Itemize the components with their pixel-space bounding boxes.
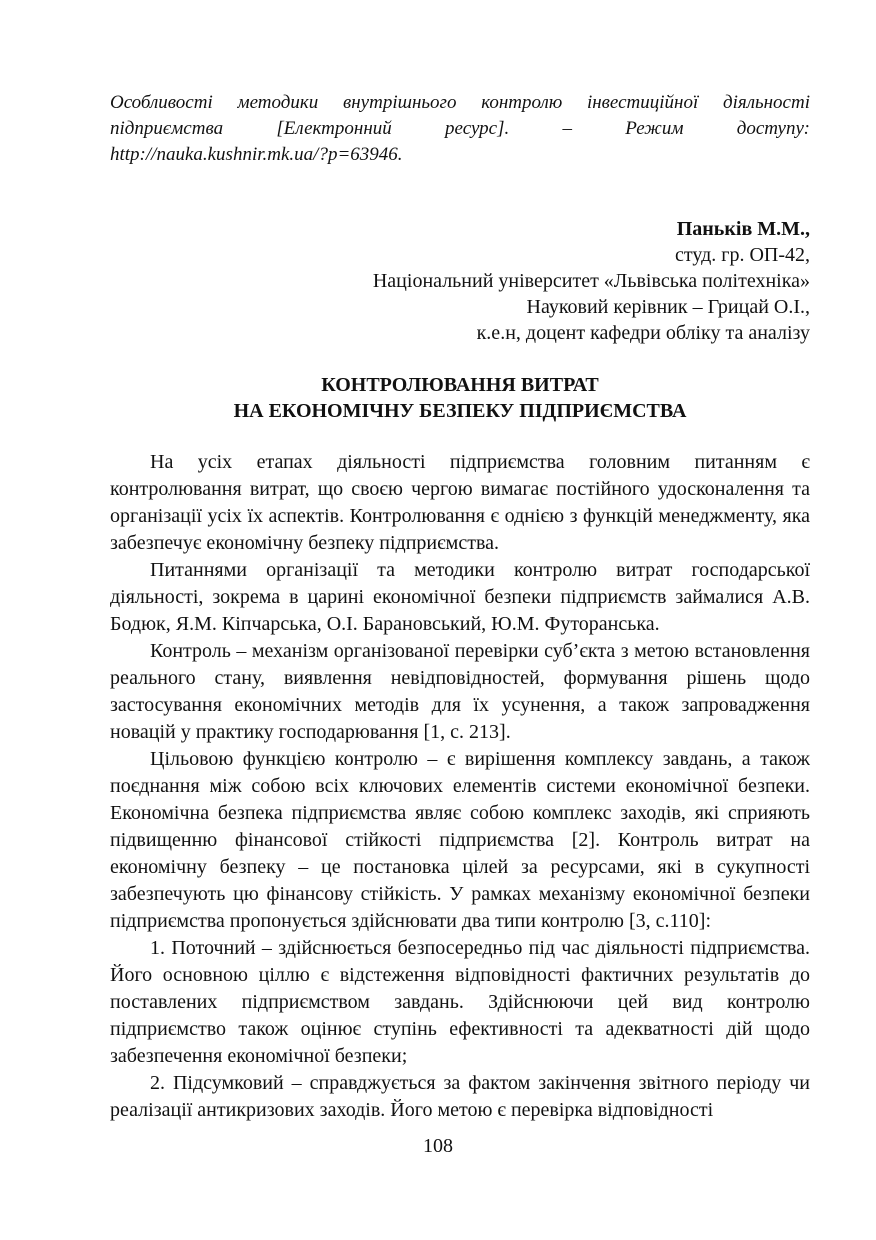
- author-group: студ. гр. ОП-42,: [674, 244, 810, 266]
- advisor-title: к.е.н, доцент кафедри обліку та аналізу: [476, 322, 810, 344]
- title-line-1: КОНТРОЛЮВАННЯ ВИТРАТ: [321, 374, 599, 396]
- reference-line-1: Особливості методики внутрішнього контролю інвестиційної діяльності: [110, 92, 810, 113]
- paragraph: 2. Підсумковий – справджується за фактом закінчення звітного періоду чи реалізації антикризових заходів. Його метою є перевірка відповідності: [110, 1072, 810, 1121]
- reference-entry: [110, 90, 810, 168]
- title-line-2: НА ЕКОНОМІЧНУ БЕЗПЕКУ ПІДПРИЄМСТВА: [233, 400, 687, 422]
- author-name: Паньків М.М.,: [676, 218, 810, 240]
- author-university: Національний університет «Львівська політехніка»: [372, 270, 810, 292]
- reference-line-2: підприємства [Електронний ресурс]. – Режим доступу:: [110, 118, 810, 139]
- paragraph: Контроль – механізм організованої перевірки суб’єкта з метою встановлення реального стану, виявлення невідповідностей, формування рішень щодо застосування економічних методів для їх усунення, а також запровадження новацій у практику господарювання [1, с. 213].: [110, 640, 810, 743]
- advisor-name: Науковий керівник – Грицай О.І.,: [526, 296, 810, 318]
- paragraph: Питаннями організації та методики контролю витрат господарської діяльності, зокрема в царині економічної безпеки підприємств займалися А.В. Бодюк, Я.М. Кіпчарська, О.І. Барановський, Ю.М. Футоранська.: [110, 559, 810, 635]
- paragraph: 1. Поточний – здійснюється безпосередньо під час діяльності підприємства. Його основною ціллю є відстеження відповідності фактичних результатів до поставлених підприємством завдань. Здійснюючи цей вид контролю підприємство також оцінює ступінь ефективності та адекватності дій щодо забезпечення економічної безпеки;: [110, 937, 810, 1067]
- page-number: 108: [423, 1135, 453, 1157]
- article-title: [110, 372, 810, 424]
- article-body: [110, 449, 810, 1124]
- paragraph: Цільовою функцією контролю – є вирішення комплексу завдань, а також поєднання між собою всіх ключових елементів системи економічної безпеки. Економічна безпека підприємства являє собою комплекс заходів, які сприяють підвищенню фінансової стійкості підприємства [2]. Контроль витрат на економічну безпеку – це постановка цілей за ресурсами, які в сукупності забезпечують цю фінансову стійкість. У рамках механізму економічної безпеки підприємства пропонується здійснювати два типи контролю [3, с.110]:: [110, 748, 810, 932]
- reference-link: http://nauka.kushnir.mk.ua/?p=63946.: [110, 144, 403, 165]
- paragraph: На усіх етапах діяльності підприємства головним питанням є контролювання витрат, що своєю чергою вимагає постійного удосконалення та організації усіх їх аспектів. Контролювання є однією з функцій менеджменту, яка забезпечує економічну безпеку підприємства.: [110, 451, 810, 554]
- author-block: [250, 216, 810, 346]
